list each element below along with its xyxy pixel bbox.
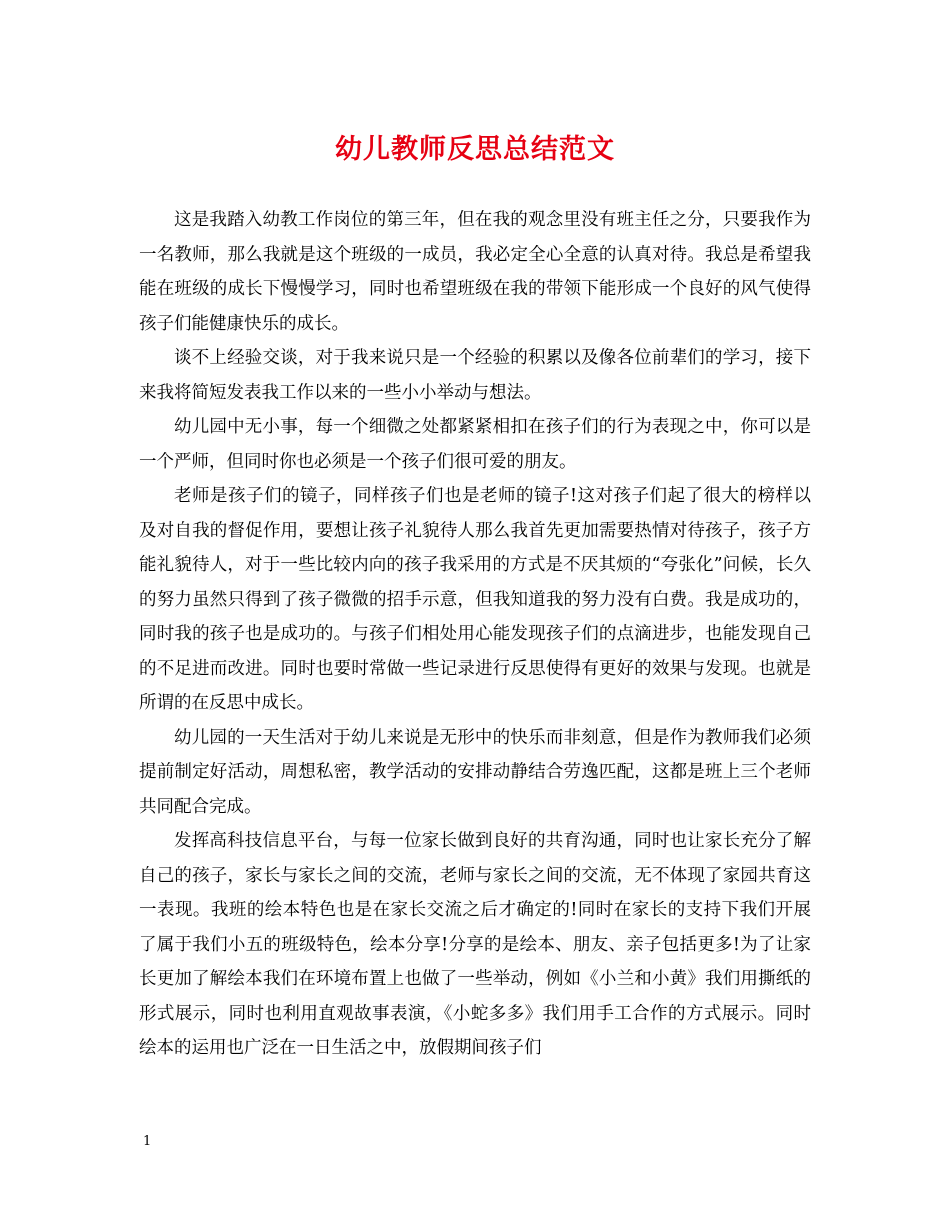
paragraph-6: 发挥高科技信息平台，与每一位家长做到良好的共育沟通，同时也让家长充分了解自己的孩子，家长与家长之间的交流，老师与家长之间的交流，无不体现了家园共育这一表现。我班的绘本特色也是在家长交流之后才确定的!同时在家长的支持下我们开展了属于我们小五的班级特色，绘本分享!分享的是绘本、朋友、亲子包括更多!为了让家长更加了解绘本我们在环境布置上也做了一些举动，例如《小兰和小黄》我们用撕纸的形式展示，同时也利用直观故事表演，《小蛇多多》我们用手工合作的方式展示。同时绘本的运用也广泛在一日生活之中，放假期间孩子们 [139,831,811,1058]
paragraph-2: 谈不上经验交谈，对于我来说只是一个经验的积累以及像各位前辈们的学习，接下来我将简短发表我工作以来的一些小小举动与想法。 [139,348,811,403]
paragraph-5: 幼儿园的一天生活对于幼儿来说是无形中的快乐而非刻意，但是作为教师我们必须提前制定好活动，周想私密，教学活动的安排动静结合劳逸匹配，这都是班上三个老师共同配合完成。 [139,727,811,817]
paragraph-4: 老师是孩子们的镜子，同样孩子们也是老师的镜子!这对孩子们起了很大的榜样以及对自我的督促作用，要想让孩子礼貌待人那么我首先更加需要热情对待孩子，孩子方能礼貌待人，对于一些比较内向的孩子我采用的方式是不厌其烦的“夸张化”问候，长久的努力虽然只得到了孩子微微的招手示意，但我知道我的努力没有白费。我是成功的，同时我的孩子也是成功的。与孩子们相处用心能发现孩子们的点滴进步，也能发现自己的不足进而改进。同时也要时常做一些记录进行反思使得有更好的效果与发现。也就是所谓的在反思中成长。 [139,486,811,713]
document-body [139,203,811,1066]
document-title: 幼儿教师反思总结范文 [335,134,615,165]
paragraph-3: 幼儿园中无小事，每一个细微之处都紧紧相扣在孩子们的行为表现之中，你可以是一个严师，但同时你也必须是一个孩子们很可爱的朋友。 [139,417,811,472]
paragraph-1: 这是我踏入幼教工作岗位的第三年，但在我的观念里没有班主任之分，只要我作为一名教师，那么我就是这个班级的一成员，我必定全心全意的认真对待。我总是希望我能在班级的成长下慢慢学习，同时也希望班级在我的带领下能形成一个良好的风气使得孩子们能健康快乐的成长。 [139,210,811,334]
page-number: 1 [143,1134,152,1149]
